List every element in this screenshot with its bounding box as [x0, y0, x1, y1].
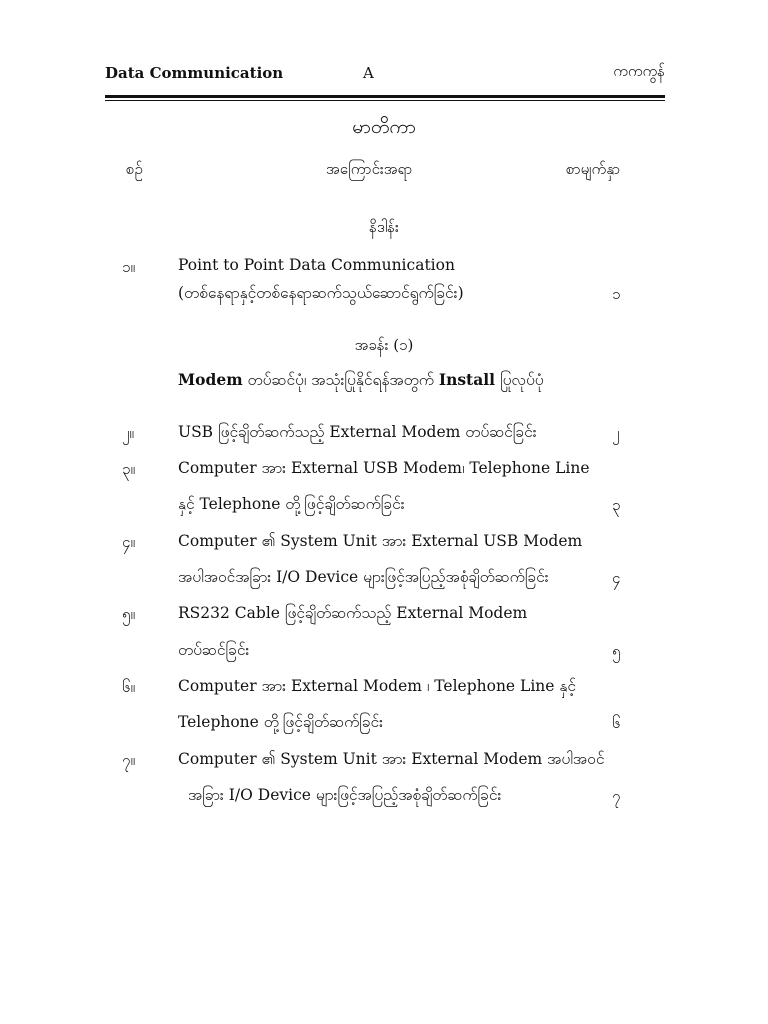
header-rule-thick — [105, 95, 665, 98]
entry-number: ၂။ — [122, 424, 134, 442]
column-header-page: စာမျက်နှာ — [566, 160, 621, 178]
entry-page-number: ၆ — [612, 714, 621, 732]
entry-number: ၃။ — [122, 460, 135, 478]
entry-number: ၆။ — [122, 678, 135, 696]
entry-number: ၅။ — [122, 605, 135, 623]
entry-number: ၁။ — [122, 258, 135, 276]
entry-text: USB ဖြင့်ချိတ်ဆက်သည့် External Modem တပ်ဆင်ခြင်း — [178, 423, 537, 441]
chapter-subtitle-bold-modem: Modem — [178, 370, 243, 389]
entry-text: (တစ်နေရာနှင့်တစ်နေရာဆက်သွယ်ဆောင်ရွက်ခြင်း) — [178, 284, 464, 302]
entry-page-number: ၄ — [612, 569, 621, 587]
column-header-topic: အကြောင်းအရာ — [326, 160, 413, 178]
chapter-subtitle-bold-install: Install — [438, 370, 496, 389]
chapter-subtitle — [178, 370, 544, 393]
toc-title: မာတိကာ — [352, 116, 416, 138]
entry-number: ၇။ — [122, 751, 135, 769]
column-header-no: စဉ် — [126, 160, 143, 178]
entry-page-number: ၅ — [612, 642, 621, 660]
entry-text: Point to Point Data Communication — [178, 256, 455, 274]
entry-text: RS232 Cable ဖြင့်ချိတ်ဆက်သည့် External Modem — [178, 604, 528, 622]
entry-page-number: ၂ — [612, 424, 620, 442]
header-right-title: ကကကွန် — [613, 62, 665, 80]
entry-number: ၄။ — [122, 533, 135, 551]
entry-text: Telephone တို့ဖြင့်ချိတ်ဆက်ခြင်း — [178, 713, 384, 731]
entry-text: တပ်ဆင်ခြင်း — [178, 641, 250, 659]
entry-text: Computer ၏ System Unit အား External USB Modem — [178, 532, 583, 550]
entry-text: အပါအဝင်အခြား I/O Device များဖြင့်အပြည့်အစုံချိတ်ဆက်ခြင်း — [178, 568, 549, 586]
intro-heading: နိဒါန်း — [369, 218, 399, 236]
chapter-subtitle-tail: ပြုလုပ်ပုံ — [495, 371, 544, 389]
entry-text: နှင့် Telephone တို့ဖြင့်ချိတ်ဆက်ခြင်း — [178, 495, 405, 513]
entry-page-number: ၇ — [612, 787, 621, 805]
entry-text: Computer အား External USB Modem၊ Telephone Line — [178, 459, 590, 477]
entry-text: Computer ၏ System Unit အား External Modem အပါအဝင် — [178, 750, 605, 768]
chapter-subtitle-text: တပ်ဆင်ပုံ၊ အသုံးပြုနိုင်ရန်အတွက် — [242, 371, 439, 389]
entry-page-number: ၁ — [612, 285, 621, 303]
entry-page-number: ၃ — [612, 496, 621, 514]
chapter-heading: အခန်း (၁) — [354, 336, 414, 354]
page-header — [105, 62, 665, 86]
header-center-label: A — [363, 64, 374, 82]
header-left-title: Data Communication — [105, 64, 284, 82]
header-rule-thin — [105, 100, 665, 101]
entry-text: Computer အား External Modem ၊ Telephone Line နှင့် — [178, 677, 576, 695]
entry-text: အခြား I/O Device များဖြင့်အပြည့်အစုံချိတ်ဆက်ခြင်း — [188, 786, 502, 804]
